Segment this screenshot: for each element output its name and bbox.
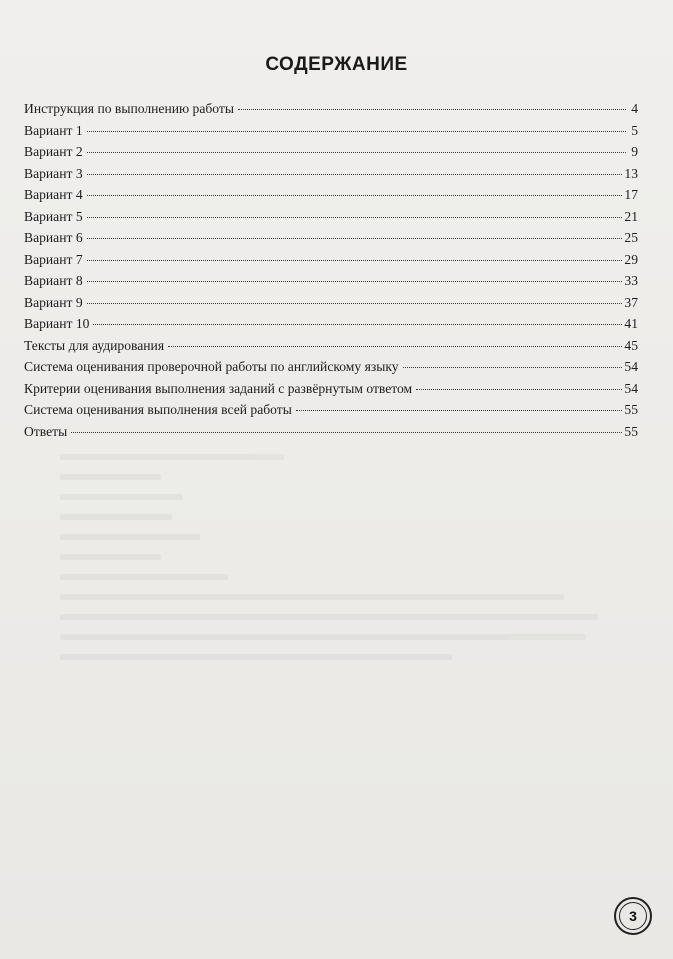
toc-entry: [24, 316, 638, 338]
page-title: СОДЕРЖАНИЕ: [265, 54, 408, 75]
toc-entry: [24, 273, 638, 295]
toc-entry-page: 13: [624, 165, 638, 181]
toc-entry-label: Вариант 8: [24, 273, 83, 288]
toc-entry: [24, 187, 638, 209]
toc-entry: [24, 230, 638, 252]
toc-entry-page: 25: [624, 230, 638, 245]
toc-entry-page: 55: [624, 423, 638, 439]
table-of-contents: [24, 101, 638, 445]
toc-entry-page: 33: [624, 273, 638, 288]
toc-entry: [24, 123, 638, 145]
toc-leader-dots: [87, 260, 623, 261]
toc-leader-dots: [403, 367, 623, 368]
toc-entry: [24, 166, 638, 188]
toc-entry-page: 4: [631, 101, 638, 116]
toc-entry-page: 54: [624, 380, 638, 396]
toc-leader-dots: [87, 238, 623, 239]
toc-entry: [24, 209, 638, 231]
toc-entry: [24, 144, 638, 166]
toc-entry: [24, 295, 638, 317]
toc-leader-dots: [296, 410, 623, 411]
toc-entry-label: Вариант 10: [24, 316, 90, 331]
toc-leader-dots: [93, 324, 622, 325]
toc-entry-page: 5: [631, 122, 638, 138]
toc-entry: [24, 359, 638, 381]
toc-entry-label: Ответы: [24, 423, 68, 439]
toc-entry: [24, 402, 638, 424]
show-through-texture: [60, 440, 620, 860]
toc-leader-dots: [71, 432, 622, 433]
toc-leader-dots: [87, 152, 626, 153]
toc-entry: [24, 101, 638, 123]
toc-entry-page: 54: [624, 359, 638, 374]
toc-entry-label: Критерии оценивания выполнения заданий с развёрнутым ответом: [24, 380, 413, 396]
page-number-badge: [614, 897, 652, 935]
toc-entry-label: Вариант 2: [24, 144, 83, 159]
toc-entry-page: 37: [624, 294, 638, 310]
toc-entry-page: 21: [624, 208, 638, 224]
toc-entry-label: Вариант 5: [24, 208, 83, 224]
toc-entry-page: 9: [631, 144, 638, 159]
toc-entry-label: Вариант 9: [24, 294, 83, 310]
toc-entry-label: Система оценивания выполнения всей работы: [24, 402, 292, 417]
toc-leader-dots: [87, 195, 623, 196]
toc-entry-label: Вариант 4: [24, 187, 83, 202]
toc-leader-dots: [416, 389, 622, 390]
toc-entry-page: 41: [624, 316, 638, 331]
toc-leader-dots: [87, 281, 623, 282]
toc-leader-dots: [168, 346, 622, 347]
toc-entry-page: 45: [624, 337, 638, 353]
toc-leader-dots: [87, 174, 623, 175]
toc-leader-dots: [87, 303, 623, 304]
toc-entry-label: Вариант 6: [24, 230, 83, 245]
toc-entry: [24, 252, 638, 274]
toc-entry-label: Тексты для аудирования: [24, 337, 165, 353]
toc-entry-label: Инструкция по выполнению работы: [24, 101, 234, 116]
toc-entry: [24, 338, 638, 360]
toc-leader-dots: [87, 131, 626, 132]
toc-entry-page: 29: [624, 251, 638, 267]
toc-leader-dots: [87, 217, 623, 218]
toc-entry-label: Вариант 7: [24, 251, 83, 267]
toc-entry: [24, 381, 638, 403]
toc-leader-dots: [238, 109, 626, 110]
page-number: 3: [619, 902, 647, 930]
toc-entry-label: Вариант 1: [24, 122, 83, 138]
toc-entry-page: 55: [624, 402, 638, 417]
toc-entry-page: 17: [624, 187, 638, 202]
toc-entry-label: Вариант 3: [24, 165, 83, 181]
toc-entry-label: Система оценивания проверочной работы по английскому языку: [24, 359, 399, 374]
